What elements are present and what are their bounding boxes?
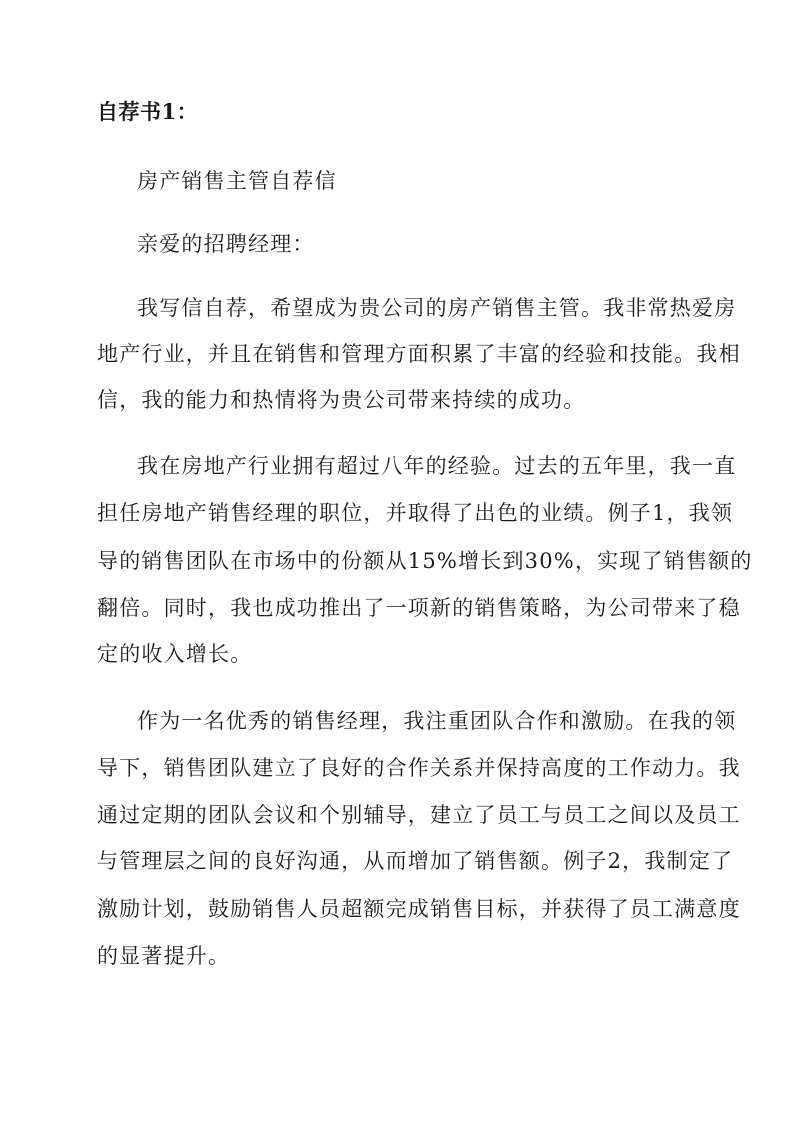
paragraph-3-line-5: 激励计划，鼓励销售人员超额完成销售目标，并获得了员工满意度: [97, 897, 741, 921]
document-heading: 自荐书1：: [97, 99, 199, 124]
letter-greeting: 亲爱的招聘经理：: [137, 232, 315, 256]
paragraph-2-line-4: 翻倍。同时，我也成功推出了一项新的销售策略，为公司带来了稳: [97, 596, 741, 620]
paragraph-3-line-6: 的显著提升。: [97, 944, 231, 968]
paragraph-2-line-3: 导的销售团队在市场中的份额从15%增长到30%，实现了销售额的: [97, 549, 753, 573]
paragraph-3-line-4: 与管理层之间的良好沟通，从而增加了销售额。例子2，我制定了: [97, 849, 734, 873]
paragraph-3-line-1: 作为一名优秀的销售经理，我注重团队合作和激励。在我的领: [137, 709, 737, 733]
letter-title: 房产销售主管自荐信: [137, 169, 337, 193]
paragraph-3-line-3: 通过定期的团队会议和个别辅导，建立了员工与员工之间以及员工: [97, 803, 741, 827]
paragraph-2-line-1: 我在房地产行业拥有超过八年的经验。过去的五年里，我一直: [137, 454, 737, 478]
paragraph-2-line-5: 定的收入增长。: [97, 642, 253, 666]
paragraph-1-line-3: 信，我的能力和热情将为贵公司带来持续的成功。: [97, 388, 586, 412]
paragraph-3-line-2: 导下，销售团队建立了良好的合作关系并保持高度的工作动力。我: [97, 756, 741, 780]
paragraph-1-line-1: 我写信自荐，希望成为贵公司的房产销售主管。我非常热爱房: [137, 296, 737, 320]
paragraph-2-line-2: 担任房地产销售经理的职位，并取得了出色的业绩。例子1，我领: [97, 501, 734, 525]
paragraph-1-line-2: 地产行业，并且在销售和管理方面积累了丰富的经验和技能。我相: [97, 342, 741, 366]
